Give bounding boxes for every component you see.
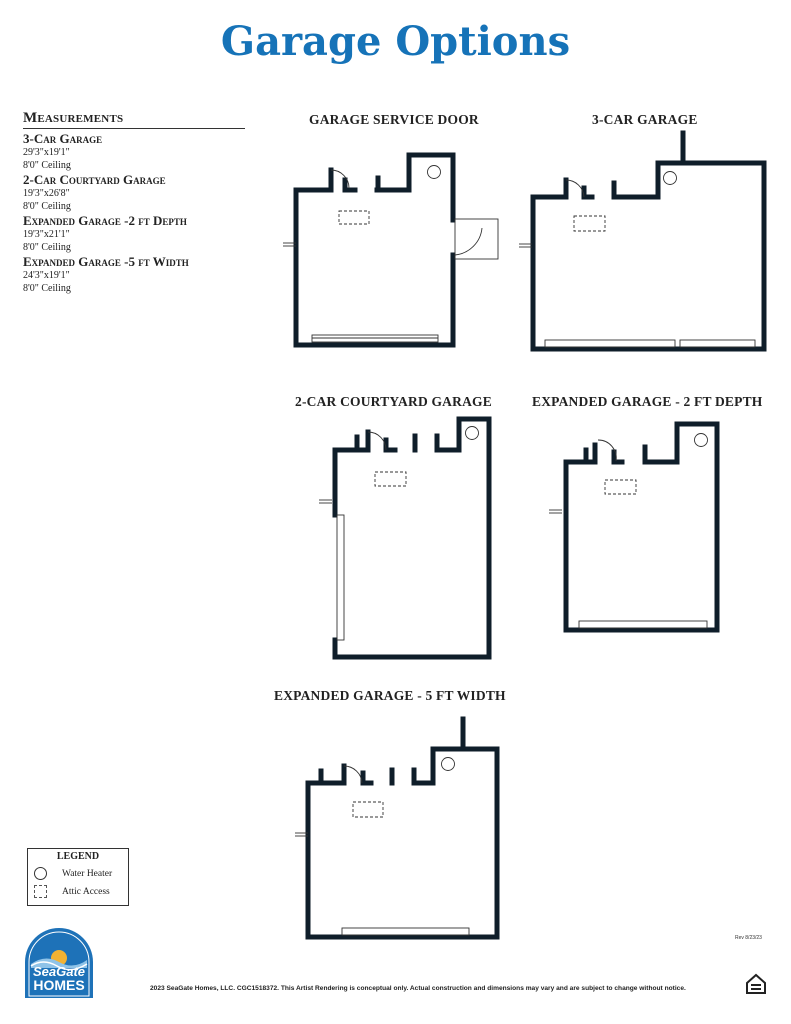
legend-attic-access-label: Attic Access bbox=[62, 886, 110, 897]
measurements-heading: Measurements bbox=[23, 110, 245, 129]
plan-courtyard bbox=[335, 419, 489, 657]
legend-water-heater-label: Water Heater bbox=[62, 868, 113, 879]
plan-label-expanded-depth: EXPANDED GARAGE - 2 FT DEPTH bbox=[532, 394, 763, 409]
plan-label-courtyard: 2-CAR COURTYARD GARAGE bbox=[295, 394, 492, 409]
logo-line2: HOMES bbox=[33, 977, 85, 993]
legend-row-attic-access bbox=[34, 885, 110, 898]
plan-expanded-width bbox=[308, 719, 497, 937]
measurement-size: 24'3"x19'1" bbox=[23, 270, 70, 281]
measurement-ceiling: 8'0" Ceiling bbox=[23, 159, 71, 171]
plan-expanded-depth bbox=[566, 424, 717, 630]
logo-line1: SeaGate bbox=[32, 964, 86, 979]
footer-disclaimer: 2023 SeaGate Homes, LLC. CGC1518372. This Artist Rendering is conceptual only. Actual construction and dimensions may vary and are subject to change without notice. bbox=[150, 985, 686, 992]
water-heater-icon bbox=[34, 867, 47, 880]
measurement-size: 19'3"x21'1" bbox=[23, 229, 70, 240]
plan-service-door bbox=[296, 155, 453, 345]
attic-access-icon bbox=[34, 885, 47, 898]
measurement-size: 19'3"x26'8" bbox=[23, 188, 70, 199]
seagate-homes-logo bbox=[23, 928, 95, 1000]
plan-3-car bbox=[533, 133, 764, 349]
measurement-name: 2-Car Courtyard Garage bbox=[23, 172, 166, 187]
plan-label-3-car: 3-CAR GARAGE bbox=[592, 112, 698, 127]
measurement-name: Expanded Garage -2 ft Depth bbox=[23, 213, 187, 228]
measurement-name: Expanded Garage -5 ft Width bbox=[23, 254, 189, 269]
measurement-size: 29'3"x19'1" bbox=[23, 147, 70, 158]
measurement-ceiling: 8'0" Ceiling bbox=[23, 282, 71, 294]
measurement-ceiling: 8'0" Ceiling bbox=[23, 200, 71, 212]
plan-label-expanded-width: EXPANDED GARAGE - 5 FT WIDTH bbox=[274, 688, 506, 703]
measurement-ceiling: 8'0" Ceiling bbox=[23, 241, 71, 253]
legend-title: LEGEND bbox=[56, 851, 100, 862]
page-title: Garage Options bbox=[220, 18, 571, 65]
measurement-name: 3-Car Garage bbox=[23, 131, 103, 146]
equal-housing-icon bbox=[745, 973, 767, 995]
plan-label-service-door: GARAGE SERVICE DOOR bbox=[309, 112, 479, 127]
revision-note: Rev 8/23/23 bbox=[735, 935, 762, 941]
legend bbox=[27, 848, 129, 906]
legend-row-water-heater bbox=[34, 867, 112, 880]
